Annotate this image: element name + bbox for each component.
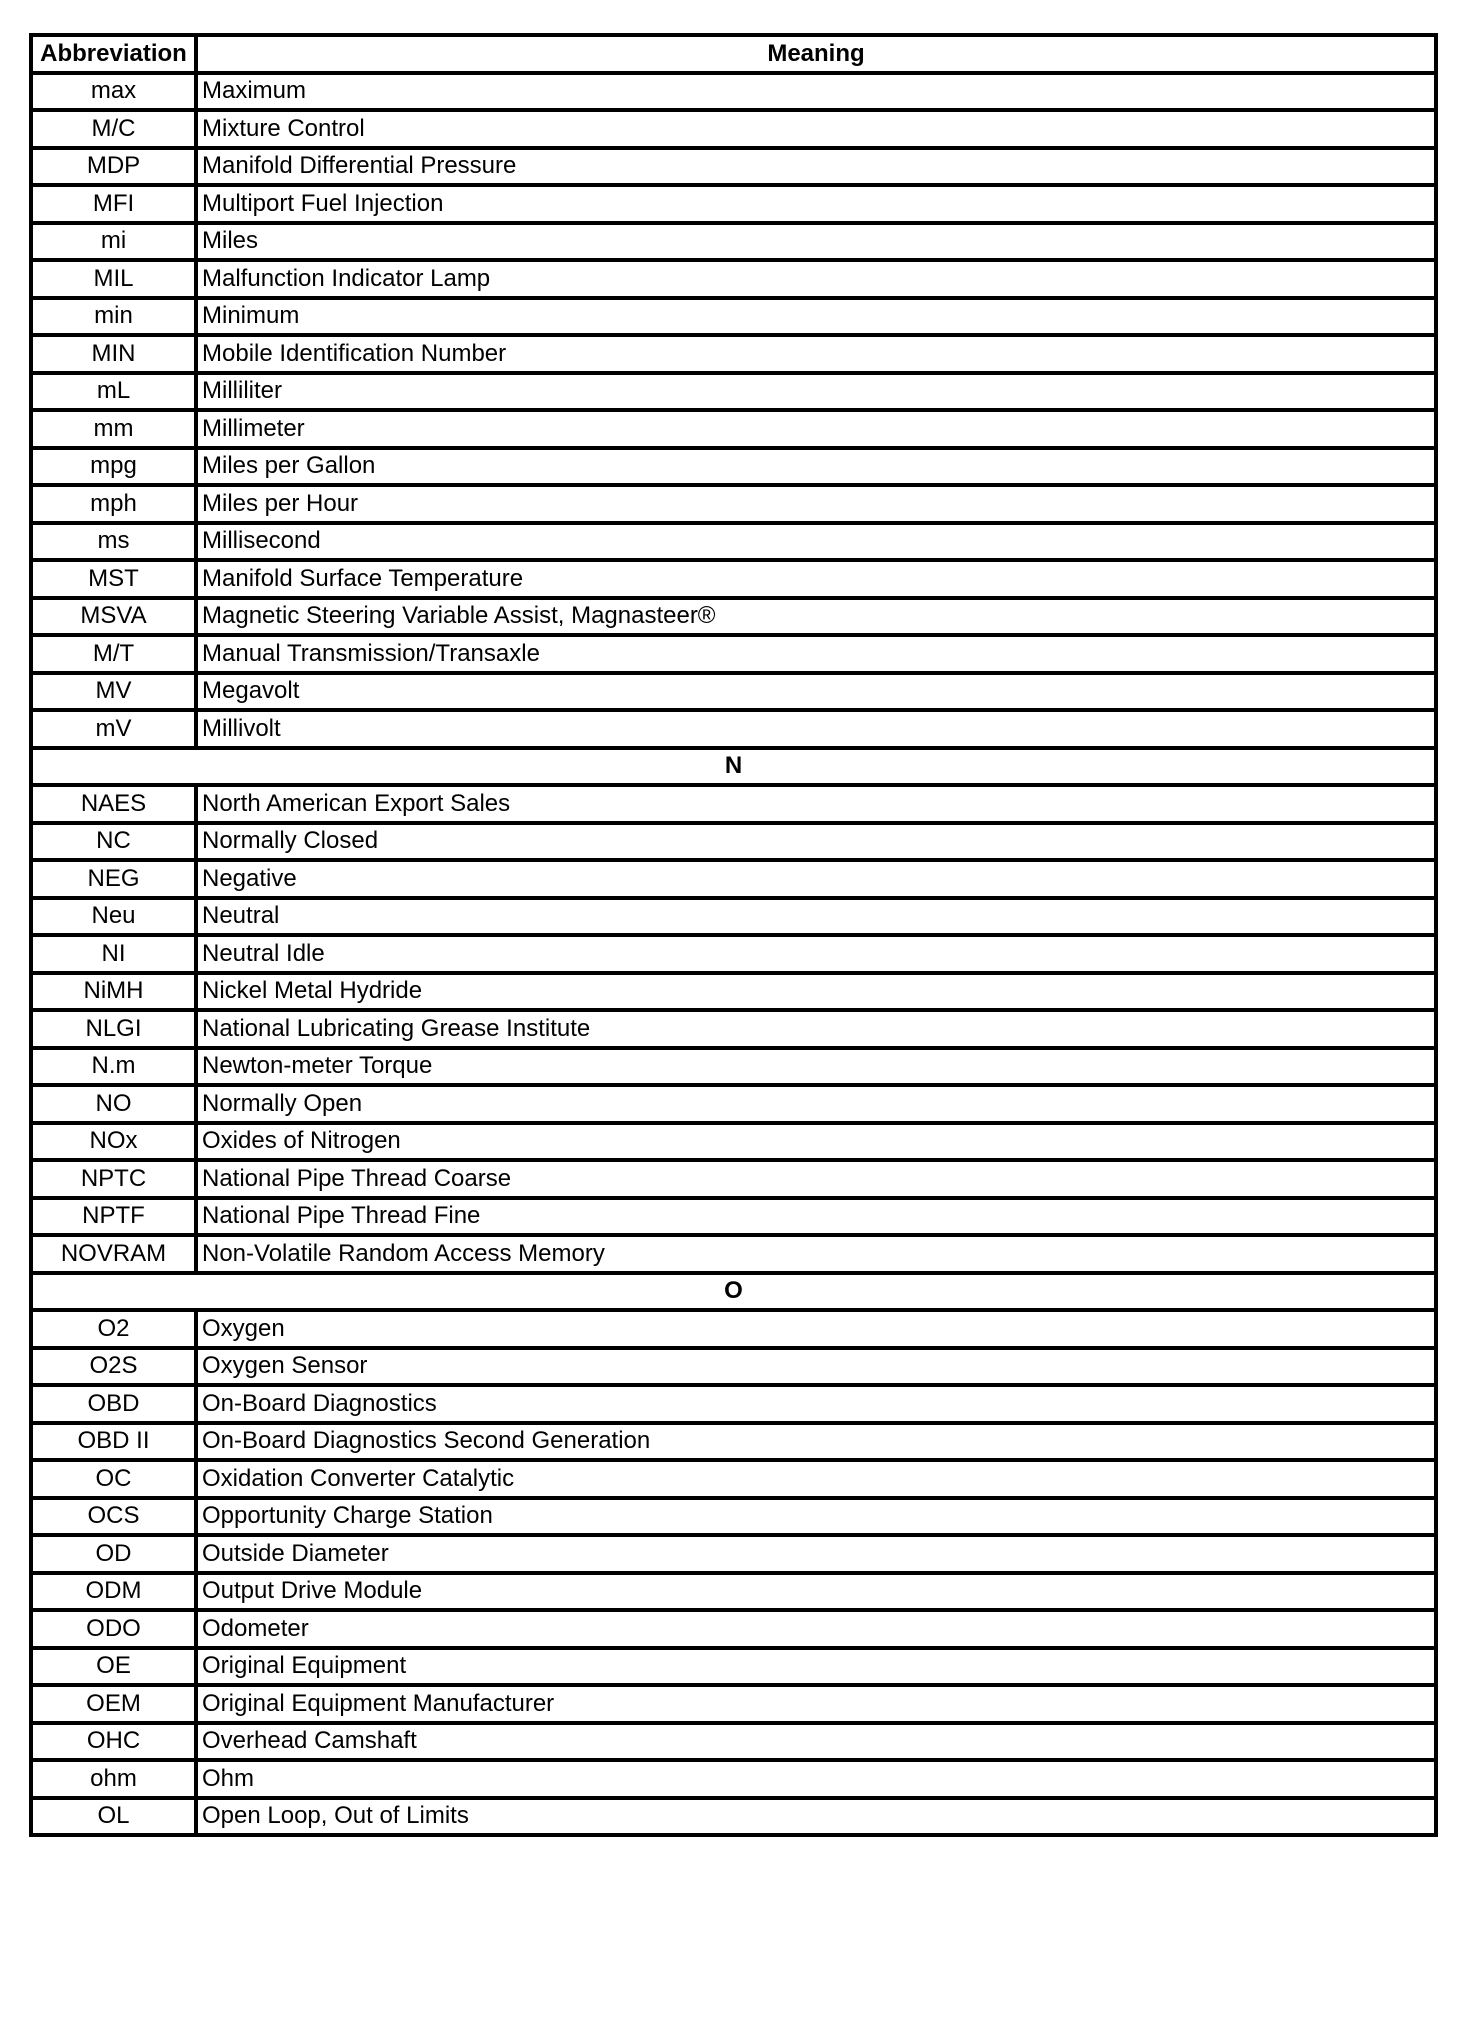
section-letter: O (31, 1273, 1436, 1311)
meaning-cell: On-Board Diagnostics (196, 1385, 1436, 1423)
meaning-cell: Original Equipment Manufacturer (196, 1685, 1436, 1723)
meaning-cell: Maximum (196, 73, 1436, 111)
table-row (31, 1610, 1436, 1648)
abbreviation-cell: NiMH (31, 973, 196, 1011)
abbreviation-cell: OD (31, 1535, 196, 1573)
table-header (31, 35, 1436, 73)
meaning-cell: Odometer (196, 1610, 1436, 1648)
table-row (31, 1423, 1436, 1461)
abbreviation-cell: mL (31, 373, 196, 411)
section-row (31, 1273, 1436, 1311)
abbreviation-cell: NPTC (31, 1160, 196, 1198)
meaning-cell: Opportunity Charge Station (196, 1498, 1436, 1536)
abbreviation-cell: MST (31, 560, 196, 598)
table-row (31, 1160, 1436, 1198)
table-row (31, 1235, 1436, 1273)
meaning-cell: Oxygen (196, 1310, 1436, 1348)
table-row (31, 1310, 1436, 1348)
abbreviation-cell: mV (31, 710, 196, 748)
meaning-cell: Mixture Control (196, 110, 1436, 148)
table-row (31, 410, 1436, 448)
meaning-cell: Millivolt (196, 710, 1436, 748)
meaning-cell: Magnetic Steering Variable Assist, Magnasteer® (196, 598, 1436, 636)
section-row (31, 748, 1436, 786)
table-row (31, 148, 1436, 186)
meaning-cell: Manifold Differential Pressure (196, 148, 1436, 186)
meaning-cell: Oxygen Sensor (196, 1348, 1436, 1386)
meaning-cell: Outside Diameter (196, 1535, 1436, 1573)
table-row (31, 823, 1436, 861)
abbreviation-cell: OBD II (31, 1423, 196, 1461)
abbreviation-cell: OC (31, 1460, 196, 1498)
meaning-cell: Minimum (196, 298, 1436, 336)
meaning-column-header: Meaning (196, 35, 1436, 73)
abbreviation-cell: OE (31, 1648, 196, 1686)
meaning-cell: Non-Volatile Random Access Memory (196, 1235, 1436, 1273)
meaning-cell: Open Loop, Out of Limits (196, 1798, 1436, 1836)
abbreviation-cell: MFI (31, 185, 196, 223)
abbreviation-column-header: Abbreviation (31, 35, 196, 73)
meaning-cell: Milliliter (196, 373, 1436, 411)
section-letter: N (31, 748, 1436, 786)
meaning-cell: Nickel Metal Hydride (196, 973, 1436, 1011)
table-row (31, 73, 1436, 111)
abbreviation-cell: mph (31, 485, 196, 523)
table-row (31, 223, 1436, 261)
abbreviation-cell: ODM (31, 1573, 196, 1611)
abbreviation-cell: NOVRAM (31, 1235, 196, 1273)
meaning-cell: Neutral (196, 898, 1436, 936)
table-row (31, 1685, 1436, 1723)
meaning-cell: National Pipe Thread Coarse (196, 1160, 1436, 1198)
table-row (31, 448, 1436, 486)
abbreviation-cell: OBD (31, 1385, 196, 1423)
abbreviation-cell: ms (31, 523, 196, 561)
abbreviation-cell: NPTF (31, 1198, 196, 1236)
abbreviation-cell: NAES (31, 785, 196, 823)
table-row (31, 1573, 1436, 1611)
abbreviation-cell: OCS (31, 1498, 196, 1536)
abbreviation-cell: NI (31, 935, 196, 973)
abbreviation-cell: MIN (31, 335, 196, 373)
meaning-cell: Output Drive Module (196, 1573, 1436, 1611)
meaning-cell: Miles per Hour (196, 485, 1436, 523)
abbreviation-cell: OEM (31, 1685, 196, 1723)
abbreviation-cell: OHC (31, 1723, 196, 1761)
abbreviation-cell: N.m (31, 1048, 196, 1086)
table-row (31, 598, 1436, 636)
table-row (31, 710, 1436, 748)
header-row (31, 35, 1436, 73)
meaning-cell: Millisecond (196, 523, 1436, 561)
table-row (31, 1460, 1436, 1498)
table-row (31, 373, 1436, 411)
table-row (31, 298, 1436, 336)
abbreviation-cell: Neu (31, 898, 196, 936)
table-row (31, 1010, 1436, 1048)
table-row (31, 1723, 1436, 1761)
table-row (31, 898, 1436, 936)
meaning-cell: Overhead Camshaft (196, 1723, 1436, 1761)
meaning-cell: Normally Closed (196, 823, 1436, 861)
meaning-cell: Normally Open (196, 1085, 1436, 1123)
abbreviation-cell: MV (31, 673, 196, 711)
abbreviation-cell: mm (31, 410, 196, 448)
table-row (31, 1385, 1436, 1423)
abbreviation-cell: NEG (31, 860, 196, 898)
table-row (31, 1123, 1436, 1161)
table-row (31, 560, 1436, 598)
abbreviation-cell: M/T (31, 635, 196, 673)
meaning-cell: Millimeter (196, 410, 1436, 448)
meaning-cell: Manual Transmission/Transaxle (196, 635, 1436, 673)
table-row (31, 1048, 1436, 1086)
abbreviation-cell: NOx (31, 1123, 196, 1161)
meaning-cell: Multiport Fuel Injection (196, 185, 1436, 223)
table-row (31, 485, 1436, 523)
abbreviation-cell: min (31, 298, 196, 336)
abbreviation-cell: ohm (31, 1760, 196, 1798)
abbreviation-cell: max (31, 73, 196, 111)
meaning-cell: National Pipe Thread Fine (196, 1198, 1436, 1236)
abbreviation-cell: O2 (31, 1310, 196, 1348)
meaning-cell: Newton-meter Torque (196, 1048, 1436, 1086)
table-row (31, 673, 1436, 711)
table-row (31, 1198, 1436, 1236)
table-row (31, 1535, 1436, 1573)
meaning-cell: Mobile Identification Number (196, 335, 1436, 373)
abbreviation-cell: OL (31, 1798, 196, 1836)
meaning-cell: Oxidation Converter Catalytic (196, 1460, 1436, 1498)
table-body (31, 73, 1436, 1836)
meaning-cell: Miles per Gallon (196, 448, 1436, 486)
abbreviation-table (29, 33, 1438, 1837)
table-row (31, 1348, 1436, 1386)
table-row (31, 1798, 1436, 1836)
table-row (31, 635, 1436, 673)
table-row (31, 1085, 1436, 1123)
meaning-cell: On-Board Diagnostics Second Generation (196, 1423, 1436, 1461)
meaning-cell: Malfunction Indicator Lamp (196, 260, 1436, 298)
table-row (31, 110, 1436, 148)
table-row (31, 1498, 1436, 1536)
meaning-cell: Ohm (196, 1760, 1436, 1798)
abbreviation-cell: mpg (31, 448, 196, 486)
meaning-cell: Miles (196, 223, 1436, 261)
abbreviation-cell: NC (31, 823, 196, 861)
table-row (31, 260, 1436, 298)
table-row (31, 523, 1436, 561)
abbreviation-cell: O2S (31, 1348, 196, 1386)
abbreviation-cell: NLGI (31, 1010, 196, 1048)
meaning-cell: Oxides of Nitrogen (196, 1123, 1436, 1161)
table-row (31, 973, 1436, 1011)
table-row (31, 935, 1436, 973)
table-row (31, 785, 1436, 823)
abbreviation-cell: NO (31, 1085, 196, 1123)
table-row (31, 860, 1436, 898)
abbreviation-cell: MSVA (31, 598, 196, 636)
table-row (31, 1648, 1436, 1686)
meaning-cell: Megavolt (196, 673, 1436, 711)
table-row (31, 185, 1436, 223)
abbreviation-cell: MDP (31, 148, 196, 186)
meaning-cell: Neutral Idle (196, 935, 1436, 973)
table-row (31, 335, 1436, 373)
abbreviation-cell: ODO (31, 1610, 196, 1648)
meaning-cell: National Lubricating Grease Institute (196, 1010, 1436, 1048)
table-row (31, 1760, 1436, 1798)
abbreviation-cell: M/C (31, 110, 196, 148)
abbreviation-cell: mi (31, 223, 196, 261)
meaning-cell: Original Equipment (196, 1648, 1436, 1686)
meaning-cell: North American Export Sales (196, 785, 1436, 823)
meaning-cell: Negative (196, 860, 1436, 898)
meaning-cell: Manifold Surface Temperature (196, 560, 1436, 598)
abbreviation-cell: MIL (31, 260, 196, 298)
